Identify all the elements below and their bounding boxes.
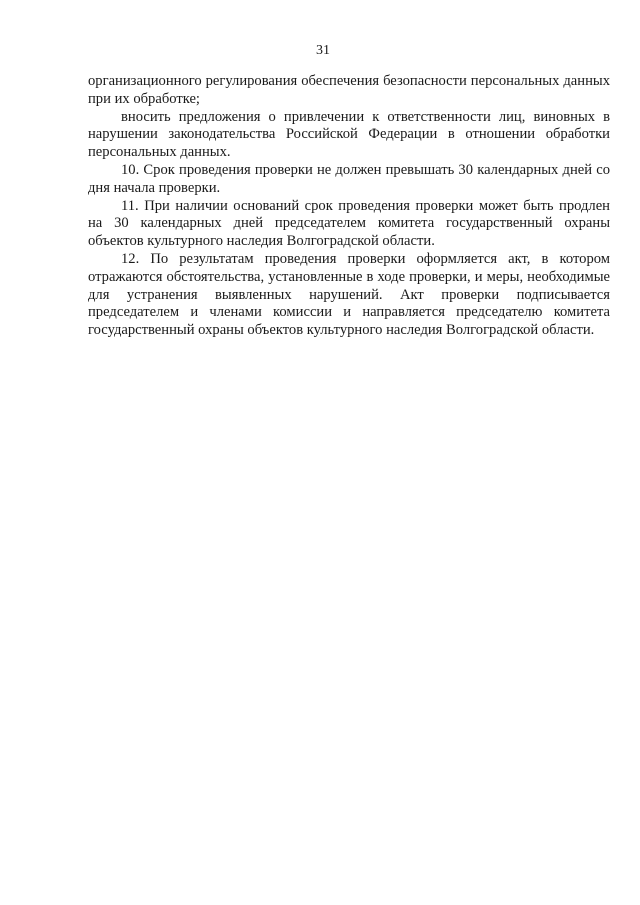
paragraph-item-10: 10. Срок проведения проверки не должен превышать 30 календарных дней со дня начала проверки.: [88, 161, 610, 196]
paragraph-item-12: 12. По результатам проведения проверки оформляется акт, в котором отражаются обстоятельства, установленные в ходе проверки, и меры, необходимые для устранения выявленных нарушений. Акт проверки подписывается председателем и членами комиссии и направляется председателю комитета государственный охраны объектов культурного наследия Волгоградской области.: [88, 250, 610, 339]
document-body: [88, 73, 610, 340]
paragraph-continuation: организационного регулирования обеспечения безопасности персональных данных при их обработке;: [88, 73, 610, 107]
page-number: 31: [316, 43, 330, 58]
paragraph-proposals: вносить предложения о привлечении к ответственности лиц, виновных в нарушении законодательства Российской Федерации в отношении обработки персональных данных.: [88, 108, 610, 161]
paragraph-item-11: 11. При наличии оснований срок проведения проверки может быть продлен на 30 календарных дней председателем комитета государственный охраны объектов культурного наследия Волгоградской области.: [88, 197, 610, 250]
